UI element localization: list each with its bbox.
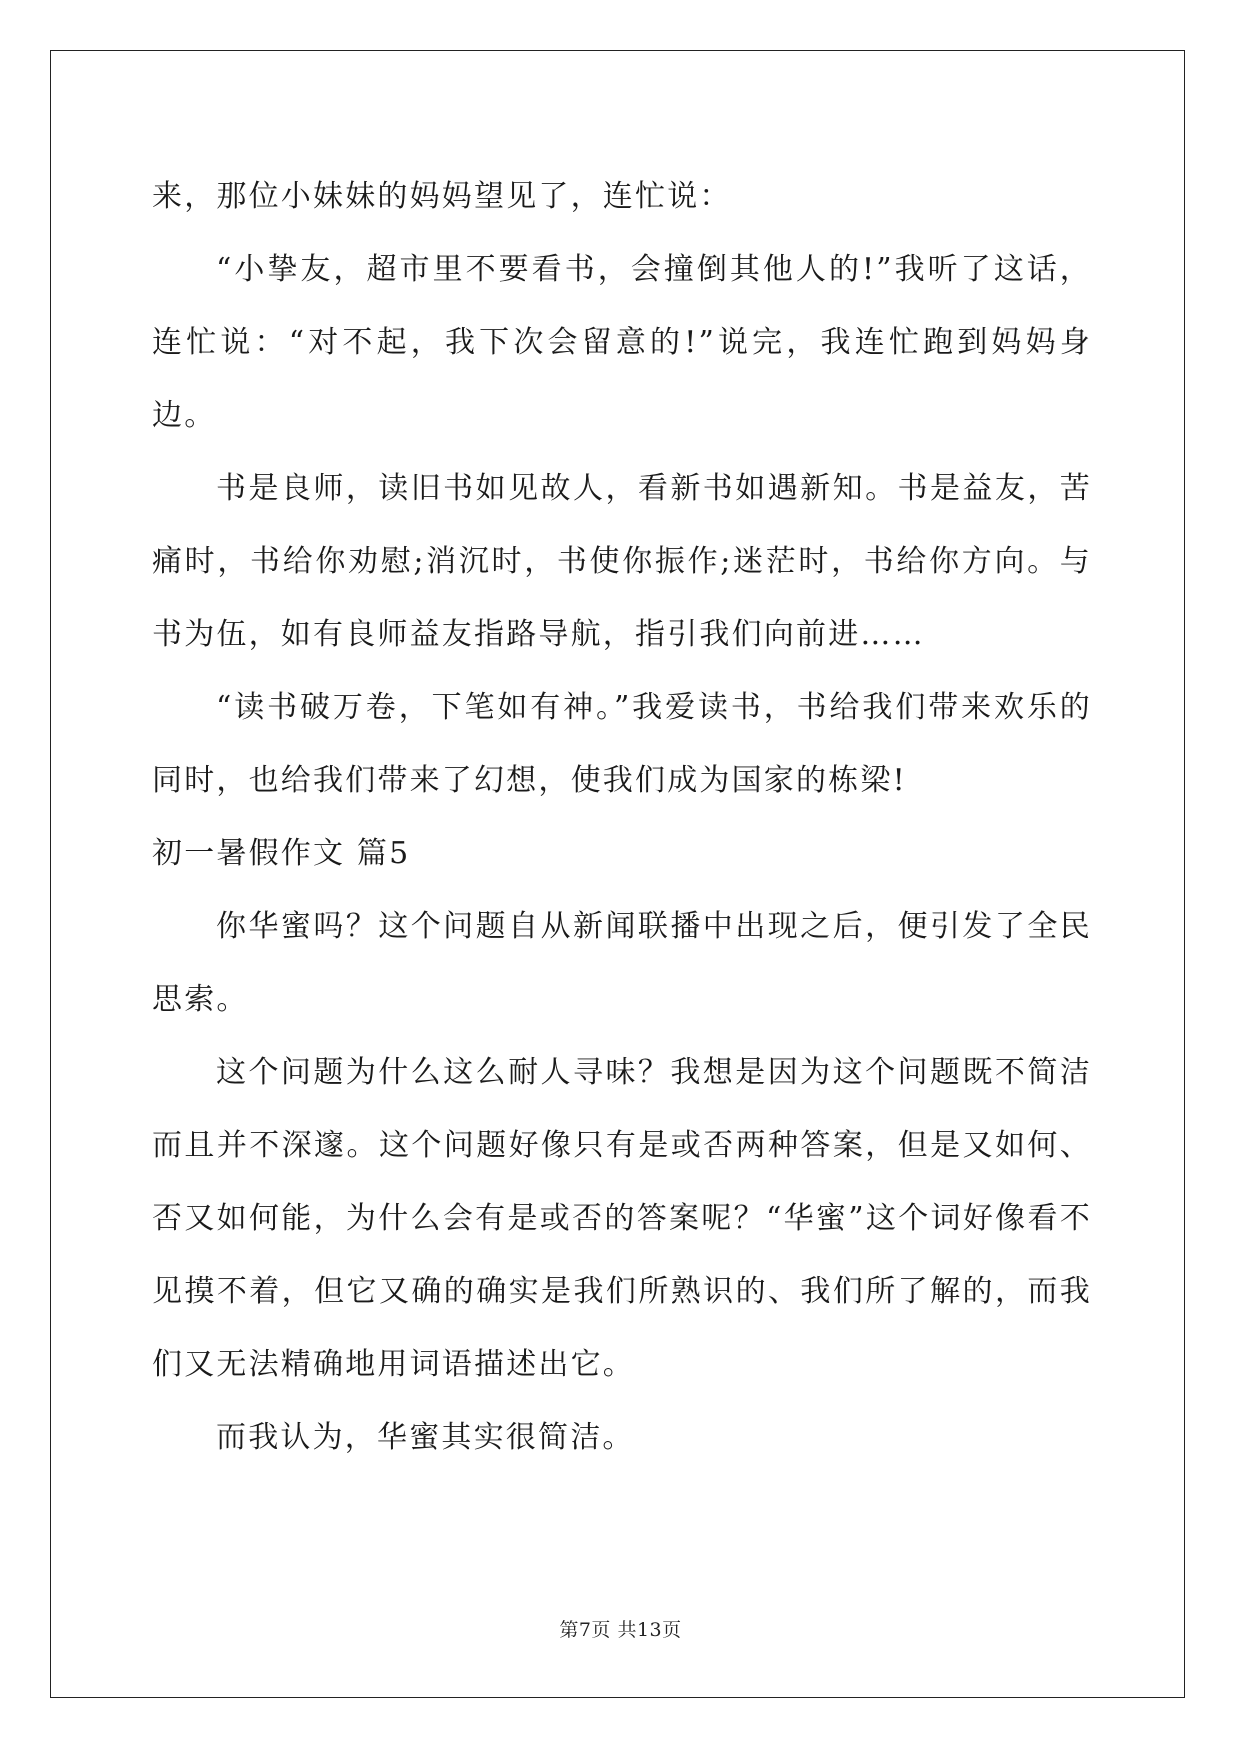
paragraph-1: 来，那位小妹妹的妈妈望见了，连忙说： [152, 179, 732, 214]
paragraph-5: 你华蜜吗？这个问题自从新闻联播中出现之后，便引发了全民思索。 [152, 909, 1092, 1017]
paragraph-3: 书是良师，读旧书如见故人，看新书如遇新知。书是益友，苦痛时，书给你劝慰;消沉时，书使你振作;迷茫时，书给你方向。与书为伍，如有良师益友指路导航，指引我们向前进…… [152, 471, 1092, 652]
section-title: 初一暑假作文 篇5 [152, 836, 411, 871]
paragraph-4: “读书破万卷，下笔如有神。”我爱读书，书给我们带来欢乐的同时，也给我们带来了幻想，使我们成为国家的栋梁! [152, 690, 1092, 798]
paragraph-7: 而我认为，华蜜其实很简洁。 [216, 1420, 635, 1455]
page-number: 第7页 共13页 [559, 1619, 682, 1641]
paragraph-6: 这个问题为什么这么耐人寻味？我想是因为这个问题既不简洁而且并不深邃。这个问题好像只有是或否两种答案，但是又如何、否又如何能，为什么会有是或否的答案呢？“华蜜”这个词好像看不见摸不着，但它又确的确实是我们所熟识的、我们所了解的，而我们又无法精确地用词语描述出它。 [152, 1055, 1092, 1382]
paragraph-2: “小挚友，超市里不要看书，会撞倒其他人的!”我听了这话，连忙说：“对不起，我下次会留意的!”说完，我连忙跑到妈妈身边。 [152, 252, 1092, 433]
document-body [152, 160, 1092, 1474]
